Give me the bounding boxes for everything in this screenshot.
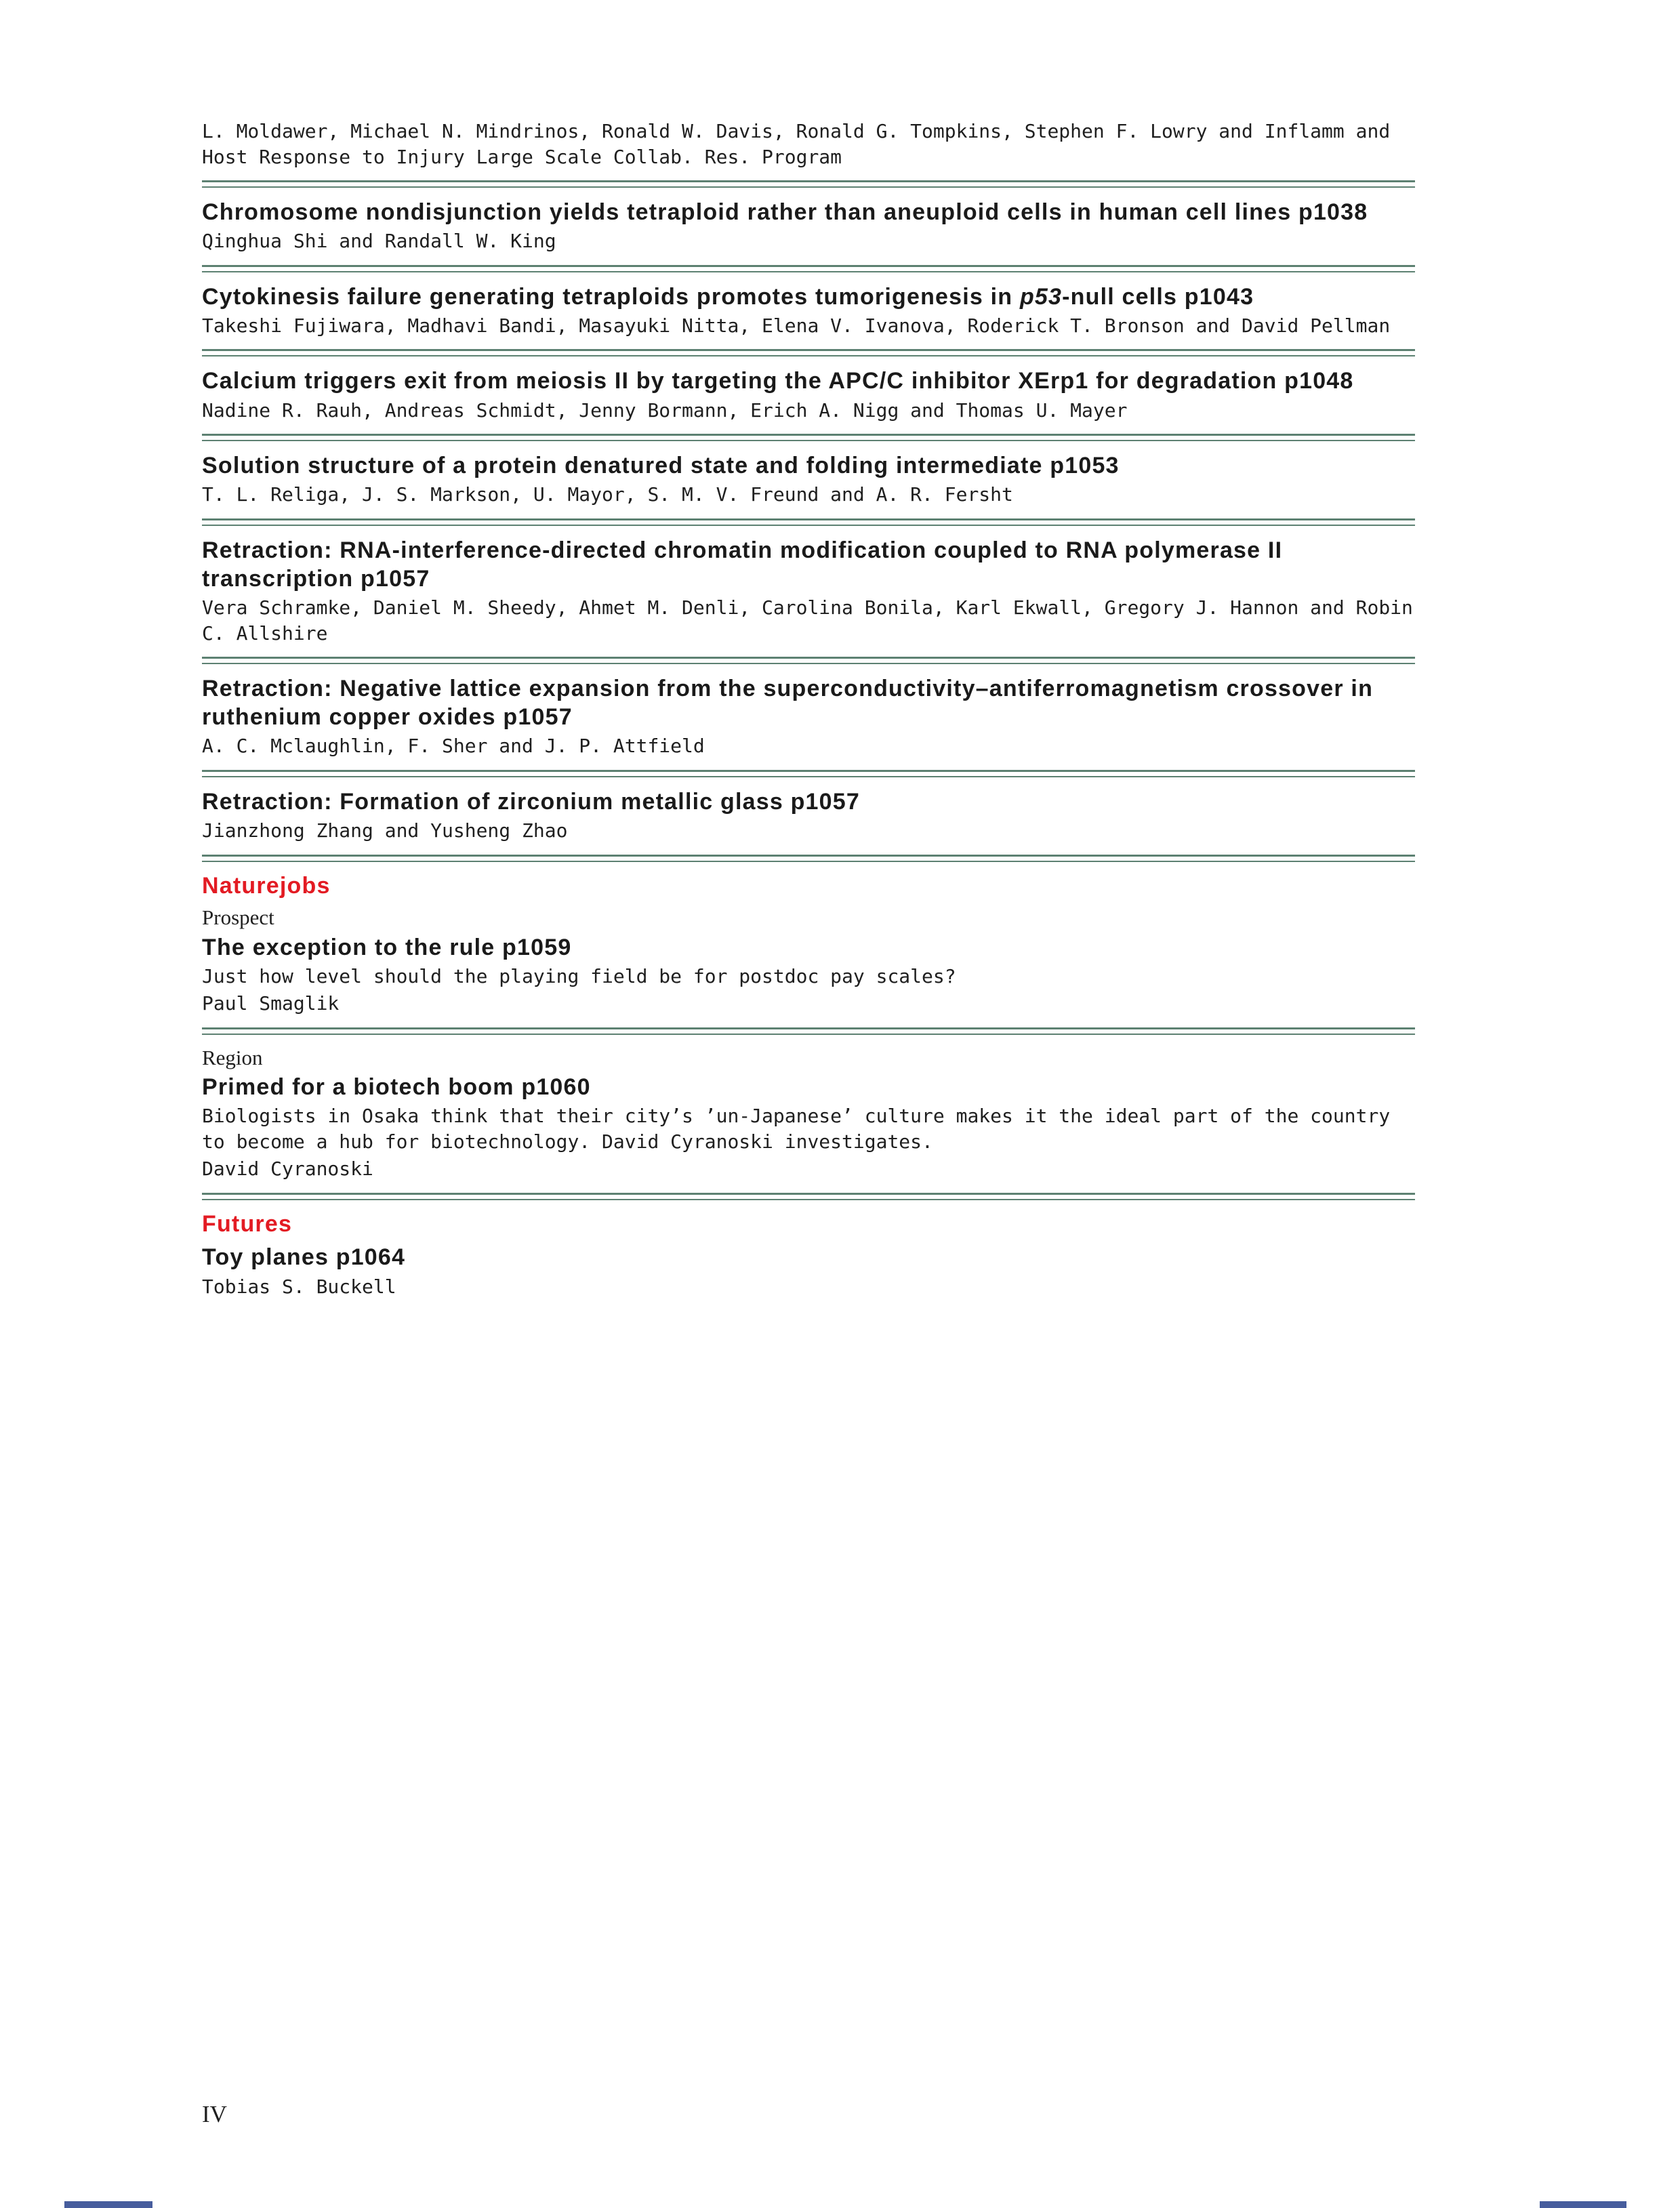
separator-rule (202, 855, 1415, 862)
article-authors: Paul Smaglik (202, 992, 340, 1015)
separator-rule (202, 1193, 1415, 1200)
title-text-post: -null cells p1043 (1062, 283, 1254, 310)
article-authors: Tobias S. Buckell (202, 1275, 396, 1298)
separator-rule (202, 434, 1415, 441)
article-title: Chromosome nondisjunction yields tetraploid rather than aneuploid cells in human cell lines p1038 (202, 199, 1368, 226)
toc-entry-cytokinesis-failure (202, 283, 1415, 339)
title-gene-italic: p53 (1019, 283, 1063, 310)
separator-rule (202, 1027, 1415, 1035)
article-authors: T. L. Religa, J. S. Markson, U. Mayor, S. M. V. Freund and A. R. Fersht (202, 483, 1013, 506)
article-authors: Nadine R. Rauh, Andreas Schmidt, Jenny Bormann, Erich A. Nigg and Thomas U. Mayer (202, 398, 1128, 422)
article-title: Retraction: RNA-interference-directed chromatin modification coupled to RNA polymerase II transcription p1057 (202, 537, 1283, 592)
article-title: Solution structure of a protein denatured state and folding intermediate p1053 (202, 453, 1120, 479)
separator-rule (202, 518, 1415, 526)
page-number: IV (202, 2101, 227, 2127)
article-title: Toy planes p1064 (202, 1244, 406, 1271)
article-title: Retraction: Formation of zirconium metallic glass p1057 (202, 788, 860, 815)
article-title: The exception to the rule p1059 (202, 934, 572, 960)
toc-entry-chromosome-nondisjunction (202, 198, 1415, 254)
title-text-pre: Cytokinesis failure generating tetraploids promotes tumorigenesis in (202, 283, 1020, 310)
article-authors: Vera Schramke, Daniel M. Sheedy, Ahmet M. Denli, Carolina Bonila, Karl Ekwall, Gregory J. Hannon and Robin C. Allshire (202, 596, 1413, 645)
article-description: Biologists in Osaka think that their city’s ’un-Japanese’ culture makes it the ideal part of the country to become a hub for biotechnology. David Cyranoski investigates. (202, 1105, 1391, 1153)
scan-artifact-left (64, 2201, 152, 2208)
toc-entry-retraction-rna-interference (202, 536, 1415, 646)
naturejobs-section (202, 872, 1415, 1017)
separator-rule (202, 657, 1415, 664)
subsection-label-region: Region (202, 1045, 263, 1069)
article-title: Calcium triggers exit from meiosis II by targeting the APC/C inhibitor XErp1 for degradation p1048 (202, 368, 1354, 394)
subsection-label-prospect: Prospect (202, 905, 274, 930)
scan-artifact-right (1540, 2201, 1626, 2208)
separator-rule (202, 180, 1415, 188)
futures-section (202, 1210, 1415, 1299)
article-authors: David Cyranoski (202, 1158, 373, 1181)
separator-rule (202, 265, 1415, 272)
continuation-authors: L. Moldawer, Michael N. Mindrinos, Ronald W. Davis, Ronald G. Tompkins, Stephen F. Lowry and Inflamm and Host Response to Injury Large Scale Collab. Res. Program (202, 120, 1391, 168)
separator-rule (202, 349, 1415, 356)
article-title (202, 283, 1415, 311)
article-title: Retraction: Negative lattice expansion from the superconductivity–antiferromagnetism crossover in ruthenium copper oxides p1057 (202, 676, 1374, 731)
toc-entry-retraction-negative-lattice (202, 674, 1415, 759)
article-authors: Takeshi Fujiwara, Madhavi Bandi, Masayuki Nitta, Elena V. Ivanova, Roderick T. Bronson and David Pellman (202, 314, 1391, 337)
region-section (202, 1045, 1415, 1182)
toc-entry-calcium-triggers (202, 367, 1415, 423)
section-heading-futures: Futures (202, 1210, 293, 1237)
toc-entry-retraction-zirconium-glass (202, 788, 1415, 844)
article-authors: Qinghua Shi and Randall W. King (202, 230, 556, 253)
article-authors: A. C. Mclaughlin, F. Sher and J. P. Attfield (202, 735, 705, 758)
separator-rule (202, 770, 1415, 777)
toc-entry-solution-structure (202, 451, 1415, 508)
article-title: Primed for a biotech boom p1060 (202, 1074, 591, 1100)
article-authors: Jianzhong Zhang and Yusheng Zhao (202, 819, 568, 842)
article-description: Just how level should the playing field be for postdoc pay scales? (202, 964, 956, 987)
toc-content-column (202, 117, 1415, 1299)
section-heading-naturejobs: Naturejobs (202, 872, 331, 899)
